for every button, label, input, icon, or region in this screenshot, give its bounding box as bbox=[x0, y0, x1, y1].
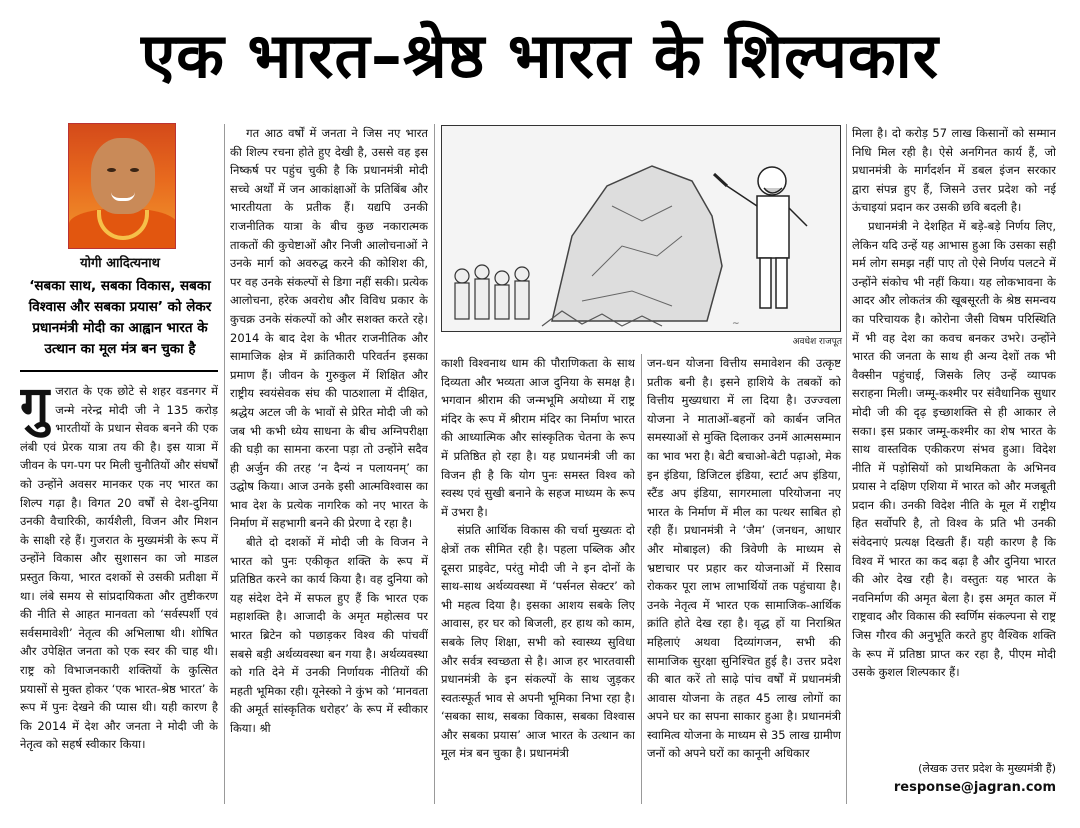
paragraph: जन-धन योजना वित्तीय समावेशन की उत्कृष्ट प्रतीक बनी है। इसने हाशिये के तबकों को वित्तीय मुख्यधारा में ला दिया है। उज्ज्वला योजना ने माताओं-बहनों को कार्बन जनित समस्याओं से मुक्ति दिलाकर उनमें आत्मसम्मान का भाव भरा है। बेटी बचाओ-बेटी पढ़ाओ, मेक इन इंडिया, डिजिटल इंडिया, स्टार्ट अप इंडिया, स्टैंड अप इंडिया, सागरमाला परियोजना नए भारत के निर्माण में मील का पत्थर साबित हो रही हैं। प्रधानमंत्री ने ‘जैम’ (जनधन, आधार और मोबाइल) की त्रिवेणी के माध्यम से भ्रष्टाचार पर प्रहार कर योजनाओं में रिसाव रोककर पूरा लाभ लाभार्थियों तक पहुंचाया है। उनके नेतृत्व में भारत एक सामाजिक-आर्थिक क्रांति होते देख रहा है। वृद्ध हों या निराश्रित महिलाएं अथवा दिव्यांगजन, सभी की सामाजिक सुरक्षा सुनिश्चित हुई है। उत्तर प्रदेश की बात करें तो साढ़े पांच वर्षों में प्रधानमंत्री आवास योजना के तहत 45 लाख लोगों का अपने घर का सपना साकार हुआ है। प्रधानमंत्री स्वामित्व योजना के माध्यम से 35 लाख ग्रामीण जनों को अपने घरों का कानूनी अधिकार bbox=[647, 356, 841, 761]
eye-shape bbox=[107, 168, 116, 172]
editorial-cartoon bbox=[441, 125, 841, 332]
pull-quote: ‘सबका साथ, सबका विकास, सबका विश्वास और सबका प्रयास’ को लेकर प्रधानमंत्री मोदी का आह्वान भारत के उत्थान का मूल मंत्र बन चुका है bbox=[28, 278, 212, 357]
contact-email[interactable]: response@jagran.com bbox=[893, 780, 1056, 795]
article-column-4 bbox=[647, 354, 841, 804]
paragraph: काशी विश्वनाथ धाम की पौराणिकता के साथ दिव्यता और भव्यता आज दुनिया के समक्ष है। भगवान श्रीराम की जन्मभूमि अयोध्या में राष्ट्र मंदिर के रूप में श्रीराम मंदिर का निर्माण भारत की आध्यात्मिक और सांस्कृतिक चेतना के रूप में प्रतिष्ठित हो रहा है। यह प्रधानमंत्री जी का विजन ही है कि योग पुनः समस्त विश्व को स्वस्थ एवं सुखी बनाने के सहज माध्यम के रूप में उभरा है। bbox=[441, 356, 635, 519]
paragraph: गत आठ वर्षों में जनता ने जिस नए भारत की शिल्प रचना होते हुए देखी है, उससे वह इस निष्कर्ष पर पहुंच चुकी है कि प्रधानमंत्री मोदी सच्चे अर्थों में जन आकांक्षाओं के प्रतिबिंब और भारतीयता के प्रतीक हैं। यद्यपि उनकी राजनीतिक यात्रा के बीच कुछ नकारात्मक ताकतों की कुचेष्टाओं और निजी आलोचनाओं ने उनके मार्ग को अवरुद्ध करने की कोशिश की, पर वह उनके संकल्पों से डिगा नहीं सकी। प्रत्येक आलोचना, हरेक अवरोध और विविध प्रकार के कुचक्र उनके संकल्पों को और सशक्त करते रहे। 2014 के बाद देश के भीतर राजनीतिक और सामाजिक क्षेत्र में क्रांतिकारी परिवर्तन इसका प्रमाण हैं। जीवन के गुरुकुल में शिक्षित और राष्ट्रीय स्वयंसेवक संघ की पाठशाला में दीक्षित, श्रद्धेय अटल जी के भावों से प्रेरित मोदी जी को जब भी कभी ध्येय साधना के बीच अग्निपरीक्षा की घड़ी का सामना करना पड़ा तो उन्होंने सदैव ही अर्जुन की तरह ‘न दैन्यं न पलायनम्’ का उद्घोष किया। आज उनके इसी आत्मविश्वास का भाव देश के प्रत्येक नागरिक को नए भारत के निर्माण में सहभागी बनने की प्रेरणा दे रहा है। bbox=[230, 126, 428, 531]
face-shape bbox=[91, 138, 155, 214]
separator-line bbox=[20, 370, 218, 372]
cartoon-credit: अवधेश राजपूत bbox=[792, 337, 842, 347]
author-photo bbox=[68, 123, 176, 249]
dropcap: गु bbox=[20, 382, 50, 436]
paragraph: प्रधानमंत्री ने देशहित में बड़े-बड़े निर्णय लिए, लेकिन यदि उन्हें यह आभास हुआ कि उसका सही मर्म लोग समझ नहीं पाए तो ऐसे निर्णय पलटने में उन्होंने संकोच भी नहीं किया। यह लोकभावना के आदर और लोकतंत्र की खूबसूरती के श्रेष्ठ समन्वय का परिचायक है। कोरोना जैसी विषम परिस्थिति में भी वह देश का कवच बनकर उभरे। उन्होंने भारत की जनता के साथ ही अन्य देशों तक भी वैक्सीन पहुंचाई, जिसके लिए उन्हें व्यापक सराहना मिली। जम्मू-कश्मीर पर संवैधानिक सुधार मोदी जी की दृढ़ इच्छाशक्ति से ही आकार ले सका। इस प्रकार जम्मू-कश्मीर का शेष भारत के साथ वास्तविक एकीकरण संभव हुआ। विदेश नीति में पड़ोसियों को प्राथमिकता के अभिनव प्रयास ने दक्षिण एशिया में भारत को और मजबूती प्रदान की। उनकी विदेश नीति के मूल में राष्ट्रीय हित सर्वोपरि है, तो विश्व के प्रति भी उनकी संवेदनाएं प्रत्यक्ष दिखती हैं। यही कारण है कि विश्व में भारत का कद बढ़ा है और दुनिया भारत की ओर देख रही है। वस्तुतः यह भारत के नवनिर्माण की अमृत बेला है। इस अमृत काल में राष्ट्रवाद और विकास की स्वर्णिम संकल्पना से राष्ट्र जिस गौरव की अनुभूति करते हुए वैश्विक शक्ति के रूप में प्रतिष्ठा प्राप्त कर रहा है, पीएम मोदी उसके कुशल शिल्पकार हैं। bbox=[852, 218, 1056, 680]
cartoon-illustration bbox=[442, 126, 841, 332]
column-rule bbox=[434, 124, 435, 804]
author-signoff: (लेखक उत्तर प्रदेश के मुख्यमंत्री हैं) bbox=[918, 762, 1056, 775]
svg-text:~: ~ bbox=[732, 319, 740, 329]
headline: एक भारत–श्रेष्ठ भारत के शिल्पकार bbox=[140, 19, 940, 92]
column-rule bbox=[224, 124, 225, 804]
author-name: योगी आदित्यनाथ bbox=[80, 256, 160, 271]
column-rule bbox=[641, 354, 642, 804]
paragraph: मिला है। दो करोड़ 57 लाख किसानों को सम्मान निधि मिल रही है। ऐसे अनगिनत कार्य हैं, जो प्रधानमंत्री के मार्गदर्शन में डबल इंजन सरकार द्वारा संपन्न हुए हैं, जिसने उत्तर प्रदेश को नई ऊंचाइयां प्रदान कर उसकी छवि बदली है। bbox=[852, 126, 1056, 215]
paragraph: संप्रति आर्थिक विकास की चर्चा मुख्यतः दो क्षेत्रों तक सीमित रही है। पहला पब्लिक और दूसरा प्राइवेट, परंतु मोदी जी ने इन दोनों के साथ-साथ अर्थव्यवस्था में ‘पर्सनल सेक्टर’ को भी महत्व दिया है। इसका आशय सबके लिए आवास, हर घर को बिजली, हर हाथ को काम, सबके लिए शिक्षा, सभी को स्वास्थ्य सुविधा और सर्वत्र स्वच्छता से है। आज हर भारतवासी प्रधानमंत्री के इन संकल्पों के साथ जुड़कर स्वतःस्फूर्त भाव से अपनी भूमिका निभा रहा है। ‘सबका साथ, सबका विकास, सबका विश्वास और सबका प्रयास’ आज भारत के उत्थान का मूल मंत्र बन चुका है। प्रधानमंत्री bbox=[441, 523, 635, 761]
article-column-2 bbox=[230, 124, 428, 804]
paragraph: जरात के एक छोटे से शहर वडनगर में जन्मे नरेन्द्र मोदी जी ने 135 करोड़ भारतीयों के प्रधान सेवक बनने की एक लंबी एवं प्रेरक यात्रा तय की है। इस यात्रा में जीवन के पग-पग पर मिली चुनौतियों और संघर्षों को उन्होंने अवसर मानकर एक नए भारत का शिल्प गढ़ा है। विगत 20 वर्षों से देश-दुनिया उनकी वैचारिकी, कार्यशैली, विजन और मिशन के साक्षी रहे हैं। गुजरात के मुख्यमंत्री के रूप में उन्होंने विकास और सुशासन का जो माडल प्रस्तुत किया, भारत दशकों से उसकी प्रतीक्षा में था। लंबे समय से सांप्रदायिकता और तुष्टीकरण की नीति से आहत मानवता को ‘सर्वस्पर्शी एवं सर्वसमावेशी’ नेतृत्व की अभिलाषा थी। शोषित और उपेक्षित जनता को एक स्वर की चाह थी। राष्ट्र को विभाजनकारी शक्तियों के कुत्सित प्रयासों से मुक्त होकर ‘एक भारत-श्रेष्ठ भारत’ के रूप में पुनः देखने की प्यास थी। यही कारण है कि 2014 में देश और जनता ने मोदी जी के नेतृत्व को सहर्ष स्वीकार किया। bbox=[20, 384, 218, 752]
column-rule bbox=[846, 124, 847, 804]
article-column-3 bbox=[441, 354, 635, 804]
paragraph: बीते दो दशकों में मोदी जी के विजन ने भारत को पुनः एकीकृत शक्ति के रूप में प्रतिष्ठित करने का कार्य किया है। वह दुनिया को यह संदेश देने में सफल हुए हैं कि भारत एक महाशक्ति है। आजादी के अमृत महोत्सव पर भारत ब्रिटेन को पछाड़कर विश्व की पांचवीं सबसे बड़ी अर्थव्यवस्था बन गया है। अर्थव्यवस्था को गति देने में उनकी निर्णायक नीतियों की महती भूमिका रही। यूनेस्को ने कुंभ को ‘मानवता की अमूर्त सांस्कृतिक धरोहर’ के रूप में स्वीकार किया। श्री bbox=[230, 535, 428, 735]
article-column-5 bbox=[852, 124, 1056, 760]
eye-shape bbox=[130, 168, 139, 172]
article-column-1 bbox=[20, 382, 218, 802]
